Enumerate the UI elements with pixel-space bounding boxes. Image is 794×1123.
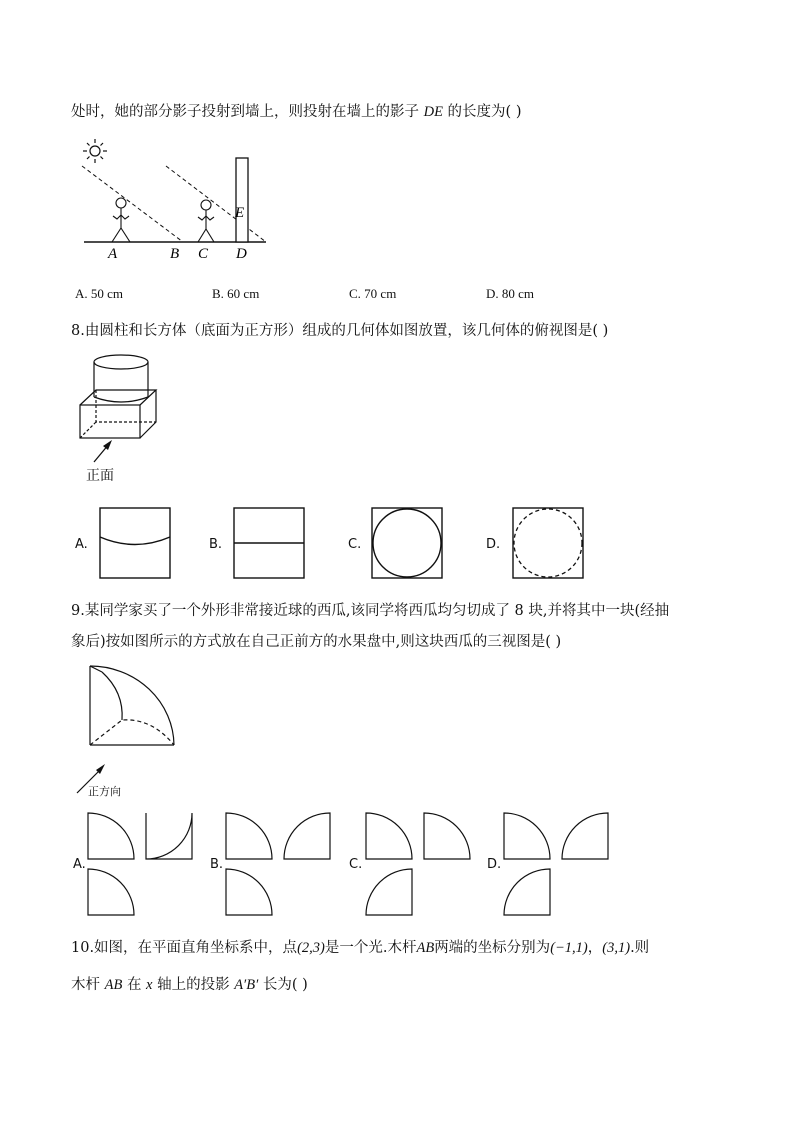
q9-option-a-label[interactable]: A. — [73, 857, 86, 872]
q7-option-c[interactable]: C. 70 cm — [349, 286, 397, 301]
q7-question-text: 处时，她的部分影子投射到墙上，则投射在墙上的影子 DE 的长度为( ) — [71, 104, 522, 120]
q8-option-a-figure[interactable] — [99, 507, 171, 579]
q7-option-b[interactable]: B. 60 cm — [212, 286, 260, 301]
q10-question-line2: 木杆 AB 在 x 轴上的投影 A′B′ 长为( ) — [71, 977, 308, 993]
q8-question-text: 8.由圆柱和长方体（底面为正方形）组成的几何体如图放置，该几何体的俯视图是( ) — [71, 323, 609, 339]
label-b: B — [170, 246, 180, 262]
label-e: E — [235, 205, 245, 221]
q9-question-line1: 9.某同学家买了一个外形非常接近球的西瓜,该同学将西瓜均匀切成了 8 块,并将其中一块(经抽 — [71, 603, 670, 619]
arrow-head-icon — [103, 440, 112, 450]
q9-option-a-figure[interactable] — [86, 811, 198, 921]
wall — [236, 158, 248, 242]
q8-option-b-label[interactable]: B. — [209, 537, 223, 552]
q9-option-c-figure[interactable] — [364, 811, 476, 921]
sun-icon — [83, 139, 107, 163]
q7-option-a[interactable]: A. 50 cm — [75, 286, 124, 301]
q8-solid-figure — [76, 350, 176, 475]
person-c-icon — [198, 200, 214, 242]
q7-option-d[interactable]: D. 80 cm — [486, 286, 535, 301]
q9-option-b-label[interactable]: B. — [210, 857, 224, 872]
q9-direction-label: 正方向 — [88, 785, 121, 798]
light-ray-1 — [82, 166, 183, 242]
q8-option-a-label[interactable]: A. — [75, 537, 88, 552]
person-a-icon — [112, 198, 130, 242]
q9-option-c-label[interactable]: C. — [349, 857, 363, 872]
q8-option-d-figure[interactable] — [512, 507, 584, 579]
q9-watermelon-figure — [72, 660, 184, 800]
q8-option-b-figure[interactable] — [233, 507, 305, 579]
label-d: D — [236, 246, 247, 262]
label-a: A — [108, 246, 118, 262]
q8-option-c-figure[interactable] — [371, 507, 443, 579]
q7-shadow-figure — [76, 136, 276, 266]
q8-front-label: 正面 — [86, 468, 114, 484]
q9-option-b-figure[interactable] — [224, 811, 336, 921]
q8-option-d-label[interactable]: D. — [486, 537, 501, 552]
q9-question-line2: 象后)按如图所示的方式放在自己正前方的水果盘中,则这块西瓜的三视图是( ) — [71, 634, 562, 650]
q9-option-d-figure[interactable] — [502, 811, 614, 921]
light-ray-2 — [166, 166, 266, 242]
q9-option-d-label[interactable]: D. — [487, 857, 502, 872]
q7-var-de: DE — [423, 104, 443, 120]
q8-option-c-label[interactable]: C. — [348, 537, 362, 552]
label-c: C — [198, 246, 209, 262]
q10-question-line1: 10.如图，在平面直角坐标系中，点(2,3)是一个光.木杆AB两端的坐标分别为(−1,1)，(3,1).则 — [71, 940, 650, 956]
